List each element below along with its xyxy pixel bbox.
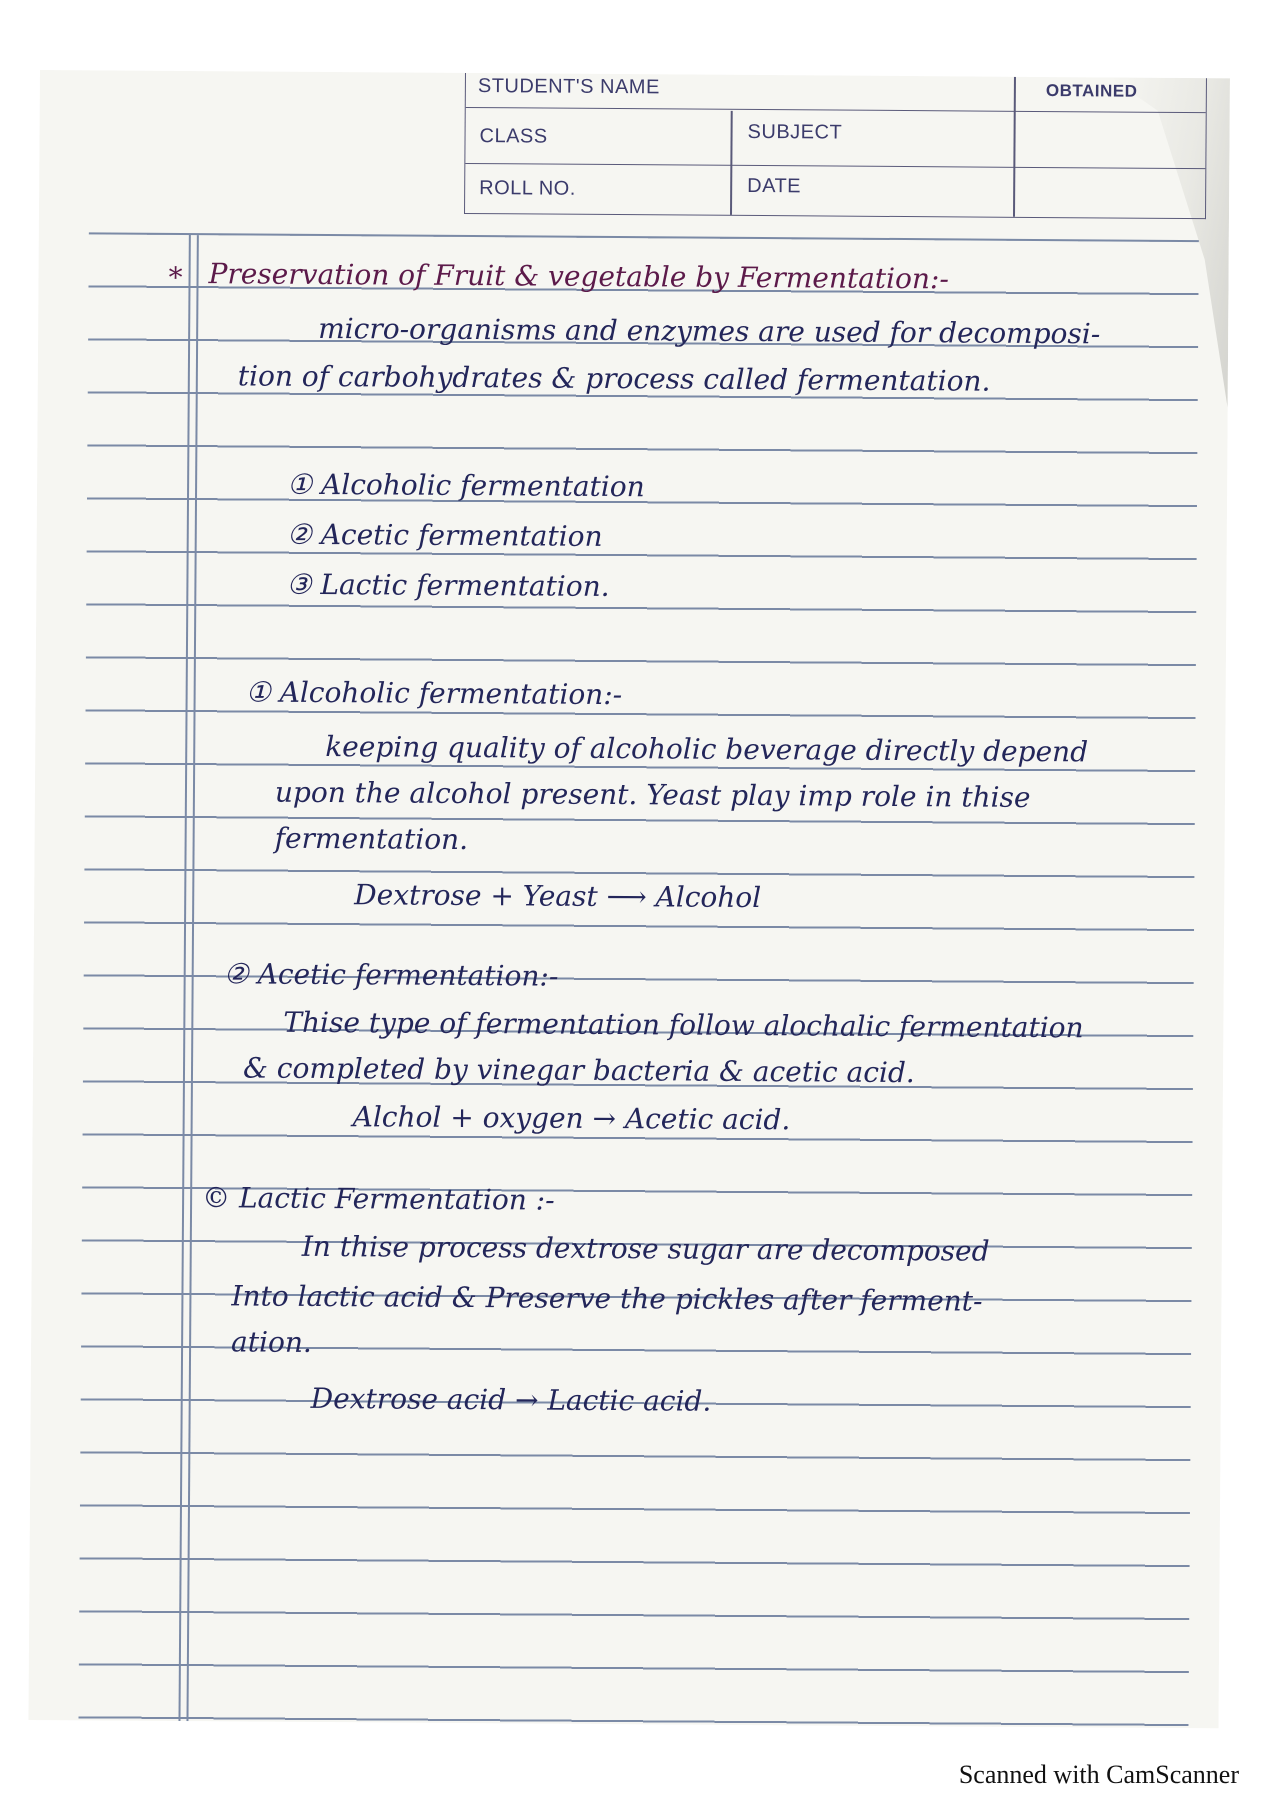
header-row-name [466, 75, 1206, 113]
section-text: ation. [231, 1325, 312, 1359]
ruled-lines-area [78, 232, 1198, 1728]
scanner-watermark: Scanned with CamScanner [958, 1760, 1239, 1789]
equation: Dextrose acid → Lactic acid. [310, 1381, 712, 1418]
obtained-label: OBTAINED [1045, 81, 1138, 101]
header-row-class [465, 109, 1205, 169]
section-text: Thise type of fermentation follow alochalic fermentation [283, 1005, 1084, 1045]
section-text: upon the alcohol present. Yeast play imp role in thise [274, 775, 1031, 814]
list-item: ③ Lactic fermentation. [286, 567, 610, 603]
section-text: keeping quality of alcoholic beverage directly depend [325, 730, 1089, 769]
intro-line: micro-organisms and enzymes are used for decomposi- [318, 311, 1101, 351]
class-label: CLASS [479, 125, 548, 148]
list-item: ② Acetic fermentation [286, 517, 603, 553]
section-text: In thise process dextrose sugar are decomposed [301, 1229, 990, 1268]
roll-label: ROLL NO. [479, 177, 576, 200]
equation: Alchol + oxygen → Acetic acid. [352, 1100, 791, 1137]
date-label: DATE [747, 174, 802, 198]
section-text: & completed by vinegar bacteria & acetic acid. [242, 1051, 915, 1090]
header-row-roll [465, 163, 1205, 218]
list-item: ① Alcoholic fermentation [286, 467, 645, 504]
notes-title: Preservation of Fruit & vegetable by Fermentation:- [208, 257, 949, 296]
section-text: fermentation. [274, 821, 469, 857]
student-name-label: STUDENT'S NAME [477, 75, 660, 99]
section-heading: © Lactic Fermentation :- [202, 1181, 555, 1217]
equation: Dextrose + Yeast ⟶ Alcohol [354, 878, 762, 915]
intro-line: tion of carbohydrates & process called fermentation. [237, 359, 991, 398]
header-table [464, 73, 1207, 219]
section-text: Into lactic acid & Preserve the pickles after ferment- [231, 1279, 983, 1318]
notebook-page [28, 70, 1229, 1728]
section-heading: ① Alcoholic fermentation:- [245, 675, 623, 712]
section-heading: ② Acetic fermentation:- [223, 957, 559, 993]
subject-label: SUBJECT [747, 120, 843, 144]
bullet-star: * [168, 260, 183, 294]
